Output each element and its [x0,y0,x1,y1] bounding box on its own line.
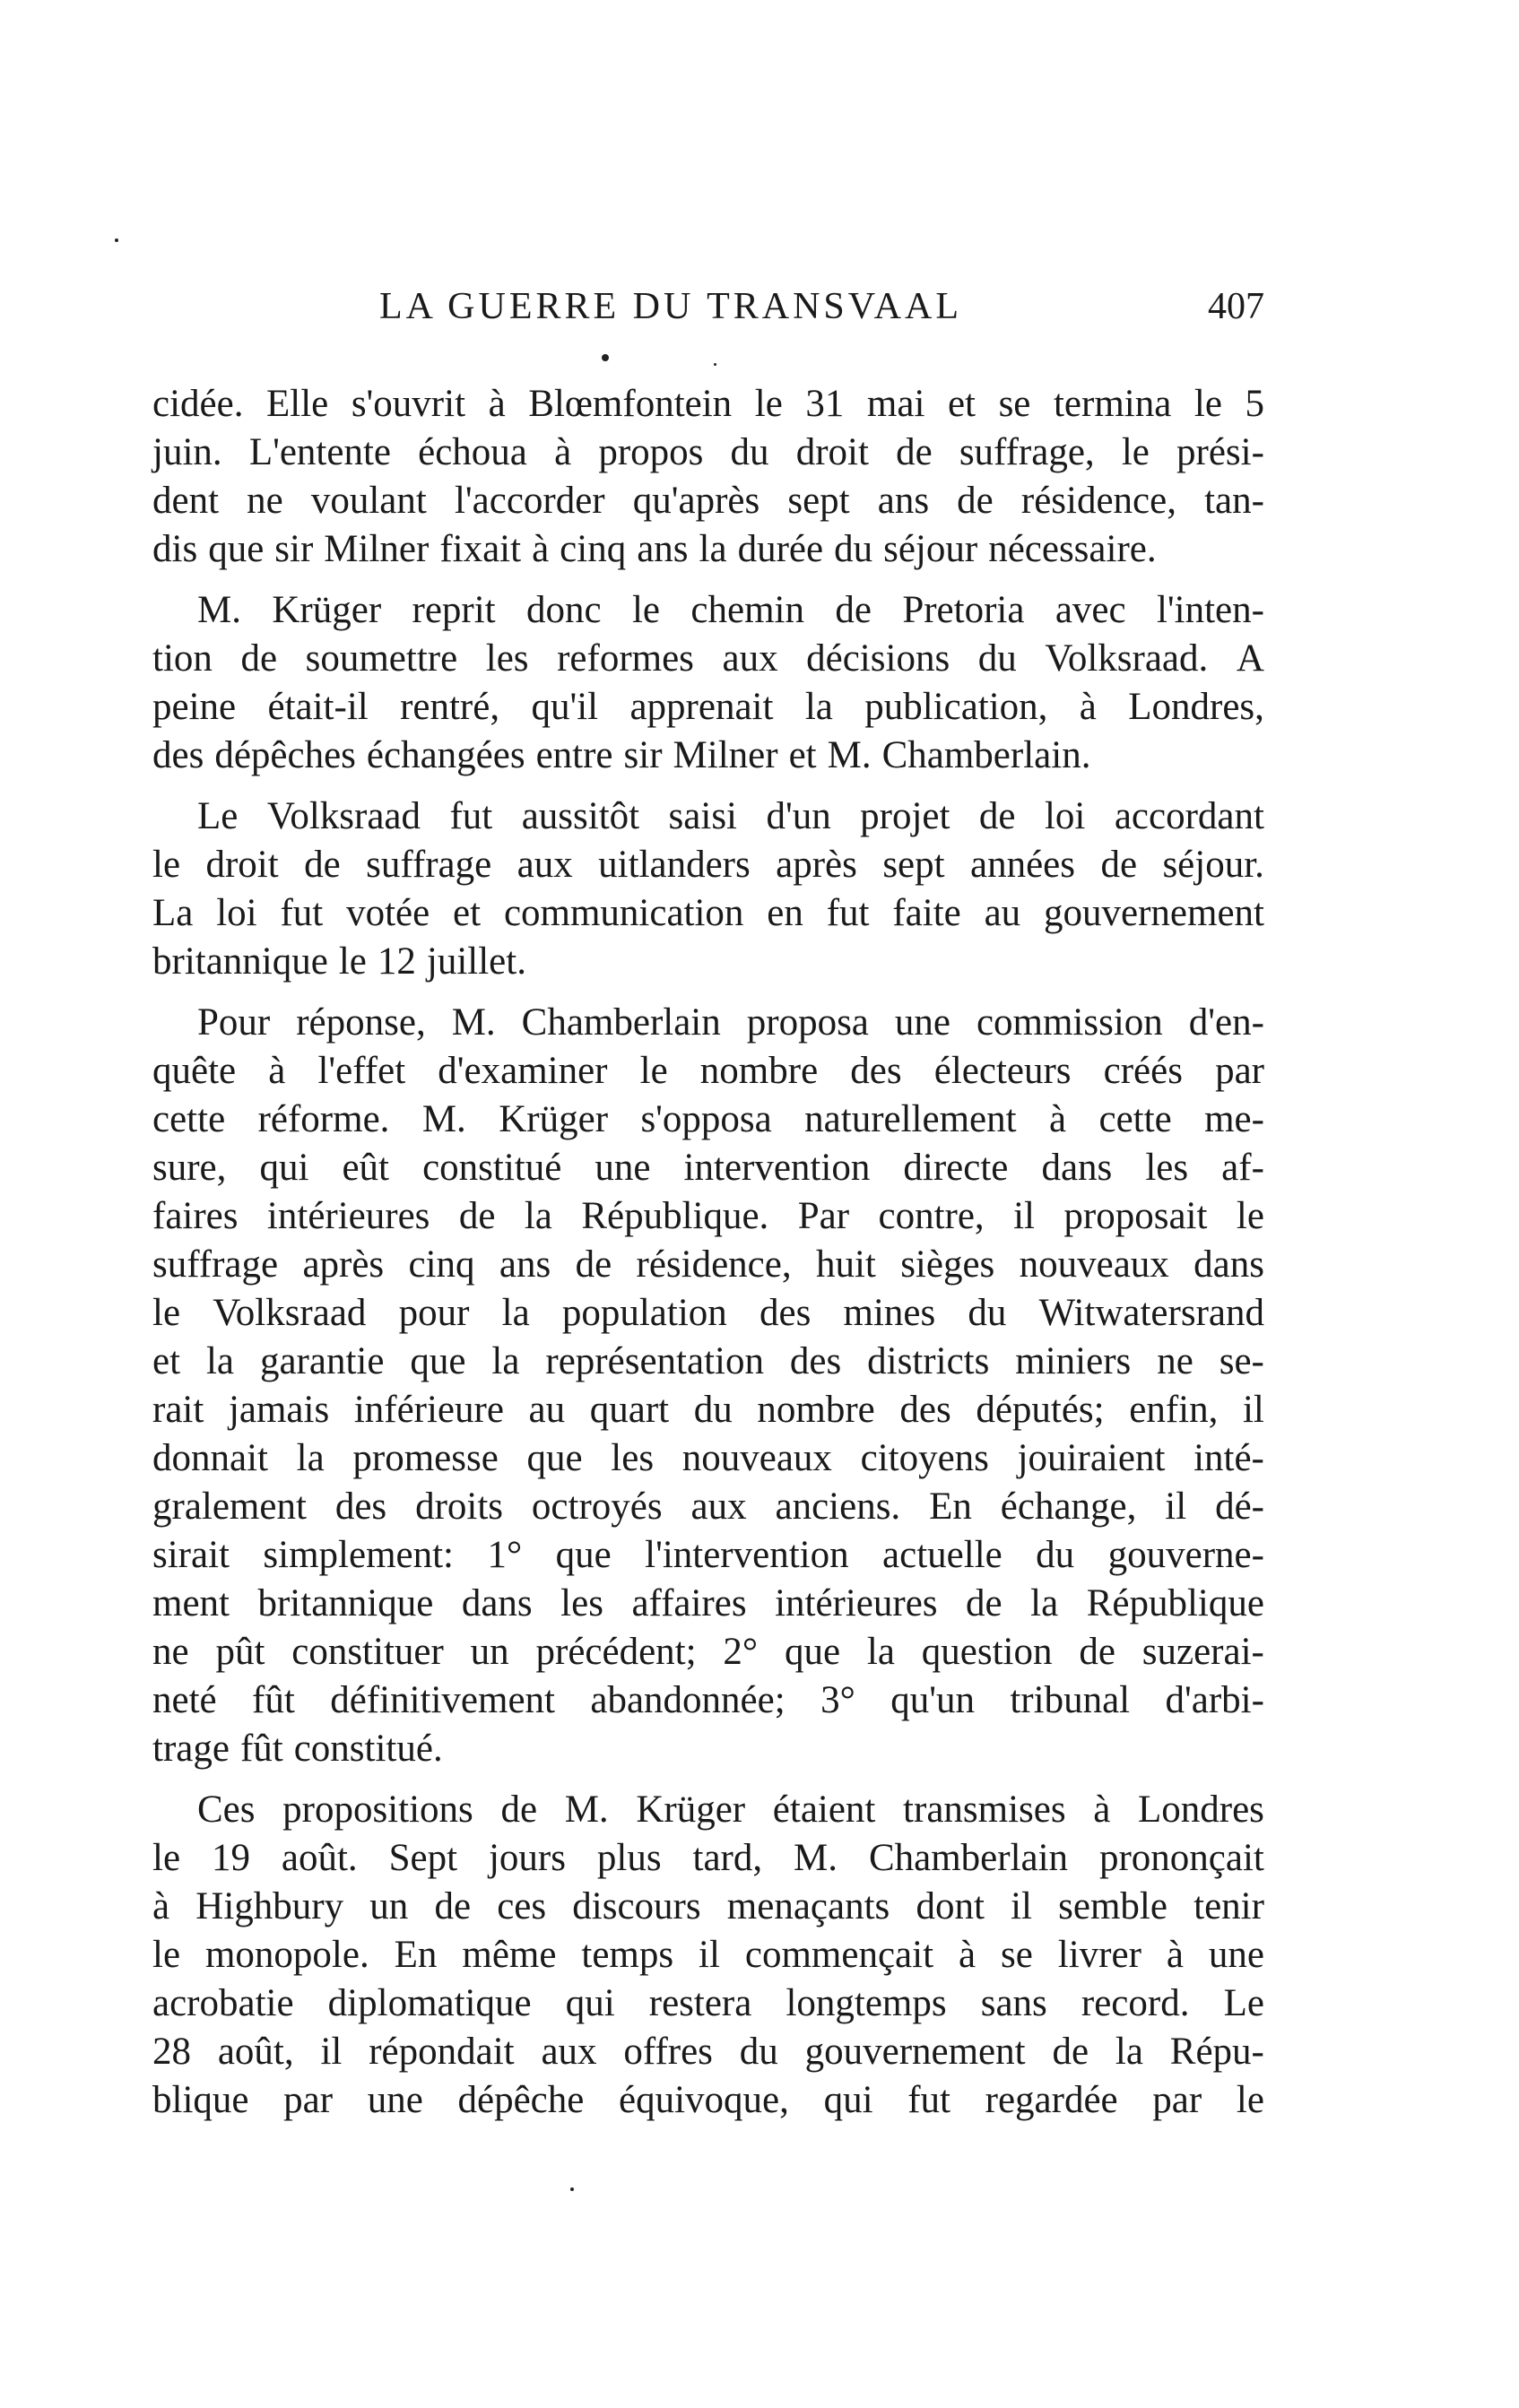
text-line: blique par une dépêche équivoque, qui fut regardée par le [152,2079,1264,2121]
paragraph [152,793,1264,986]
text-line: neté fût définitivement abandonnée; 3° qu'un tribunal d'arbi- [152,1679,1264,1721]
text-line: sure, qui eût constitué une intervention directe dans les af- [152,1147,1264,1189]
text-line: Ces propositions de M. Krüger étaient transmises à Londres [197,1789,1264,1831]
text-line: suffrage après cinq ans de résidence, huit sièges nouveaux dans [152,1243,1264,1286]
text-body [152,380,1264,2137]
text-line: Pour réponse, M. Chamberlain proposa une commission d'en- [197,1001,1264,1044]
text-line: juin. L'entente échoua à propos du droit de suffrage, le prési- [152,431,1264,473]
text-line: le 19 août. Sept jours plus tard, M. Chamberlain prononçait [152,1837,1264,1879]
text-line: trage fût constitué. [152,1728,443,1770]
text-line: M. Krüger reprit donc le chemin de Pretoria avec l'inten- [197,589,1264,631]
text-line: gralement des droits octroyés aux anciens. En échange, il dé- [152,1486,1264,1528]
running-title: LA GUERRE DU TRANSVAAL [379,286,962,327]
text-line: ment britannique dans les affaires intérieures de la République [152,1582,1264,1624]
text-line: et la garantie que la représentation des districts miniers ne se- [152,1340,1264,1382]
text-line: quête à l'effet d'examiner le nombre des électeurs créés par [152,1050,1264,1092]
page-number: 407 [1208,286,1264,327]
text-line: tion de soumettre les reformes aux décisions du Volksraad. A [152,637,1264,680]
text-line: ne pût constituer un précédent; 2° que la question de suzerai- [152,1631,1264,1673]
text-line: cidée. Elle s'ouvrit à Blœmfontein le 31 mai et se termina le 5 [152,383,1264,425]
text-line: le Volksraad pour la population des mines du Witwatersrand [152,1292,1264,1334]
text-line: dis que sir Milner fixait à cinq ans la durée du séjour nécessaire. [152,528,1157,570]
ink-speck [714,363,716,366]
text-line: sirait simplement: 1° que l'intervention actuelle du gouverne- [152,1534,1264,1576]
text-line: à Highbury un de ces discours menaçants dont il semble tenir [152,1885,1264,1927]
paragraph [152,586,1264,780]
text-line: le monopole. En même temps il commençait à se livrer à une [152,1934,1264,1976]
paragraph [152,1786,1264,2125]
ink-speck [570,2187,574,2191]
running-head [152,285,1264,339]
text-line: faires intérieures de la République. Par contre, il proposait le [152,1195,1264,1237]
text-line: britannique le 12 juillet. [152,940,526,983]
paragraph [152,380,1264,574]
text-line: Le Volksraad fut aussitôt saisi d'un projet de loi accordant [197,795,1264,837]
text-line: acrobatie diplomatique qui restera longtemps sans record. Le [152,1982,1264,2024]
text-line: cette réforme. M. Krüger s'opposa naturellement à cette me- [152,1098,1264,1140]
text-line: 28 août, il répondait aux offres du gouvernement de la Répu- [152,2031,1264,2073]
text-line: dent ne voulant l'accorder qu'après sept ans de résidence, tan- [152,480,1264,522]
text-line: le droit de suffrage aux uitlanders après sept années de séjour. [152,844,1264,886]
paragraph [152,999,1264,1773]
text-line: La loi fut votée et communication en fut faite au gouvernement [152,892,1264,934]
ink-speck [602,354,609,361]
text-line: des dépêches échangées entre sir Milner et M. Chamberlain. [152,734,1091,776]
text-line: rait jamais inférieure au quart du nombre des députés; enfin, il [152,1389,1264,1431]
text-line: peine était-il rentré, qu'il apprenait la publication, à Londres, [152,686,1264,728]
text-line: donnait la promesse que les nouveaux citoyens jouiraient inté- [152,1437,1264,1479]
ink-speck [115,238,118,242]
